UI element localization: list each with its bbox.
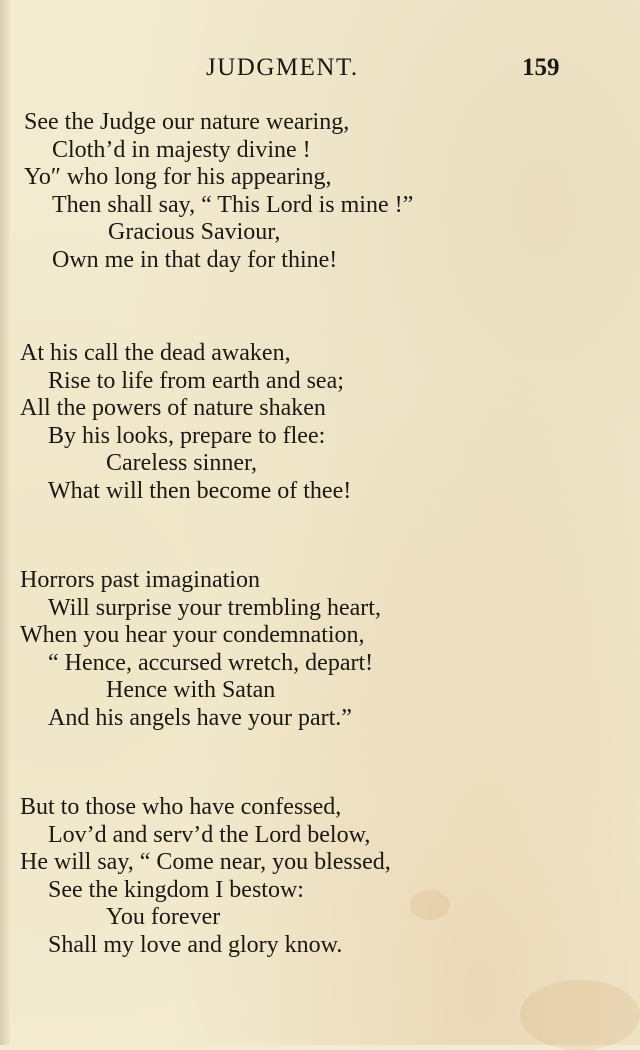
verse-line: Gracious Saviour, (108, 219, 281, 246)
page-header (0, 52, 640, 84)
stanza-3 (0, 567, 640, 733)
verse-line: Own me in that day for thine! (52, 246, 338, 273)
verse-line: At his call the dead awaken, (20, 340, 291, 366)
verse-line: All the powers of nature shaken (20, 395, 326, 422)
verse-line: Then shall say, “ This Lord is mine !” (52, 191, 414, 218)
page-number: 159 (522, 54, 560, 81)
verse-line: See the kingdom I bestow: (48, 876, 304, 903)
verse-line: “ Hence, accursed wretch, depart! (48, 649, 374, 676)
verse-line: You forever (106, 904, 221, 931)
verse-line: See the Judge our nature wearing, (24, 109, 350, 135)
verse-line: Careless sinner, (106, 450, 257, 477)
stanza-4 (0, 794, 640, 960)
verse-line: Rise to life from earth and sea; (48, 367, 344, 394)
verse-line: Hence with Satan (106, 677, 276, 704)
verse-line: And his angels have your part.” (48, 704, 352, 731)
stanza-1 (0, 109, 640, 275)
stanza-2 (0, 340, 640, 506)
verse-line: What will then become of thee! (48, 477, 352, 504)
running-title: JUDGMENT. (206, 54, 359, 81)
verse-line: He will say, “ Come near, you blessed, (20, 849, 391, 876)
paper-stain (520, 980, 640, 1050)
verse-line: By his looks, prepare to flee: (48, 422, 326, 449)
verse-line: Lov’d and serv’d the Lord below, (48, 821, 371, 848)
verse-line: Shall my love and glory know. (48, 931, 343, 958)
verse-line: Yo″ who long for his appearing, (24, 164, 332, 191)
verse-line: Horrors past imagination (20, 567, 260, 593)
verse-line: When you hear your condemnation, (20, 622, 365, 649)
verse-line: Will surprise your trembling heart, (48, 594, 381, 621)
verse-line: Cloth’d in majesty divine ! (52, 136, 311, 163)
verse-line: But to those who have confessed, (20, 794, 342, 820)
